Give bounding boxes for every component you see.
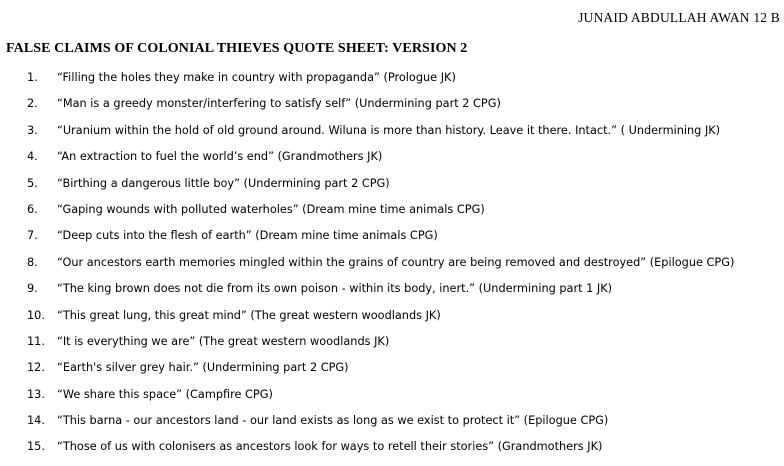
quote-text: “An extraction to fuel the world’s end” (Grandmothers JK)	[57, 150, 383, 164]
quote-number: 9.	[27, 282, 38, 296]
quote-text: “Earth's silver grey hair.” (Undermining part 2 CPG)	[57, 361, 349, 375]
quote-text: “It is everything we are” (The great western woodlands JK)	[57, 334, 390, 348]
quote-number: 13.	[27, 387, 45, 401]
document-title: FALSE CLAIMS OF COLONIAL THIEVES QUOTE SHEET: VERSION 2	[6, 41, 468, 56]
quote-number: 5.	[27, 176, 38, 190]
quote-text: “This great lung, this great mind” (The great western woodlands JK)	[57, 308, 441, 322]
author-header: JUNAID ABDULLAH AWAN 12 B	[578, 10, 780, 25]
quote-number: 3.	[27, 123, 38, 137]
quote-text: “We share this space” (Campfire CPG)	[57, 387, 273, 401]
quote-item	[0, 202, 784, 228]
quote-text: “This barna - our ancestors land - our land exists as long as we exist to protect it” (Epilogue CPG)	[57, 414, 609, 428]
quote-number: 11.	[27, 334, 45, 348]
quote-number: 10.	[27, 308, 45, 322]
quote-text: “Birthing a dangerous little boy” (Undermining part 2 CPG)	[57, 176, 390, 190]
quote-list	[0, 70, 784, 466]
quote-text: “Our ancestors earth memories mingled within the grains of country are being removed and destroyed” (Epilogue CPG)	[57, 255, 735, 269]
quote-text: “Gaping wounds with polluted waterholes” (Dream mine time animals CPG)	[57, 202, 485, 216]
quote-item	[0, 123, 784, 149]
quote-number: 6.	[27, 202, 38, 216]
quote-item	[0, 176, 784, 202]
quote-number: 8.	[27, 255, 38, 269]
quote-item	[0, 70, 784, 96]
quote-item	[0, 413, 784, 439]
quote-text: “Filling the holes they make in country with propaganda” (Prologue JK)	[57, 71, 456, 84]
quote-number: 4.	[27, 150, 38, 164]
quote-item	[0, 360, 784, 386]
quote-item	[0, 439, 784, 465]
quote-text: “Those of us with colonisers as ancestors look for ways to retell their stories” (Grandmothers JK)	[57, 440, 603, 454]
quote-item	[0, 387, 784, 413]
quote-item	[0, 281, 784, 307]
quote-number: 7.	[27, 229, 38, 243]
quote-item	[0, 96, 784, 122]
quote-text: “Deep cuts into the flesh of earth” (Dream mine time animals CPG)	[57, 229, 438, 243]
quote-item	[0, 308, 784, 334]
quote-item	[0, 334, 784, 360]
quote-number: 14.	[27, 414, 45, 428]
quote-number: 15.	[27, 440, 45, 454]
quote-item	[0, 228, 784, 254]
quote-text: “Man is a greedy monster/interfering to satisfy self” (Undermining part 2 CPG)	[57, 97, 501, 111]
quote-item	[0, 149, 784, 175]
quote-number: 1.	[27, 71, 38, 84]
quote-text: “The king brown does not die from its own poison - within its body, inert.” (Undermining part 1 JK)	[57, 282, 613, 296]
quote-number: 2.	[27, 97, 38, 111]
quote-number: 12.	[27, 361, 45, 375]
quote-text: “Uranium within the hold of old ground around. Wiluna is more than history. Leave it there. Intact.” ( Undermining JK)	[57, 123, 721, 137]
quote-item	[0, 255, 784, 281]
